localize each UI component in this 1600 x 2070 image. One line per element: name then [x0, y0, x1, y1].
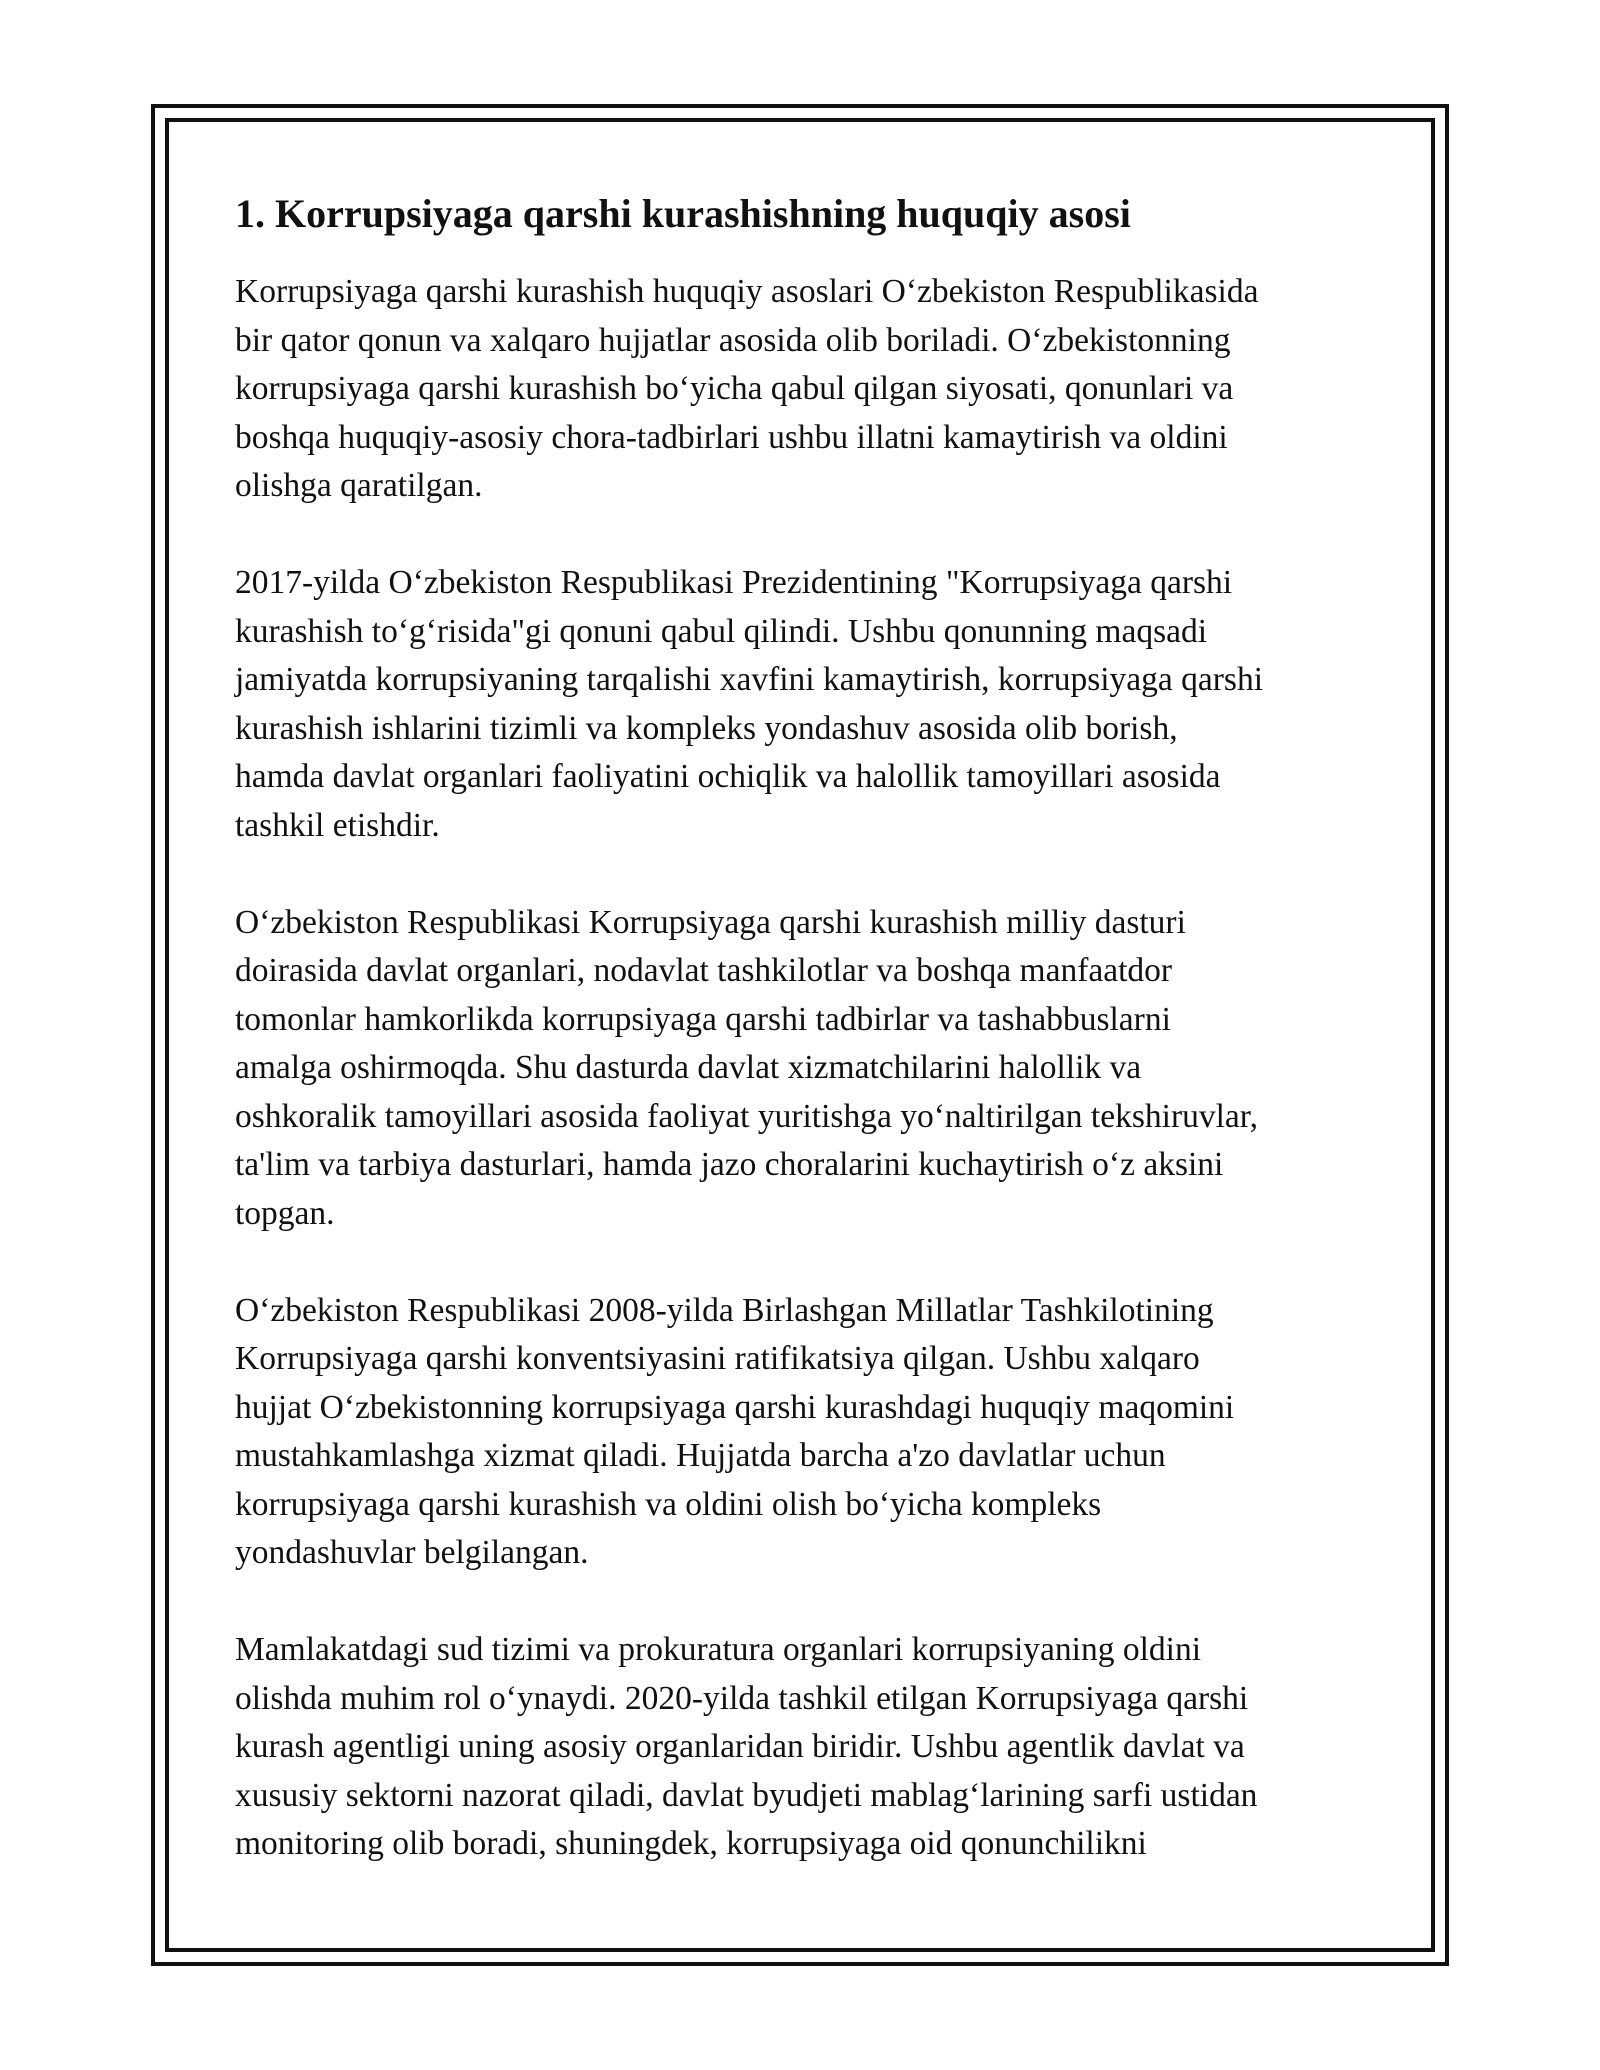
text-line: oshkoralik tamoyillari asosida faoliyat yuritishga yo‘naltirilgan tekshiruvlar, [235, 1097, 1258, 1135]
text-line: olishda muhim rol o‘ynaydi. 2020-yilda tashkil etilgan Korrupsiyaga qarshi [235, 1679, 1249, 1717]
text-line: ta'lim va tarbiya dasturlari, hamda jazo choralarini kuchaytirish o‘z aksini [235, 1146, 1224, 1183]
text-line: korrupsiyaga qarshi kurashish bo‘yicha qabul qilgan siyosati, qonunlari va [235, 370, 1234, 407]
text-line: 2017-yilda O‘zbekiston Respublikasi Prezidentining "Korrupsiyaga qarshi [235, 564, 1233, 601]
text-line: tashkil etishdir. [235, 806, 440, 844]
text-line: monitoring olib boradi, shuningdek, korrupsiyaga oid qonunchilikni [235, 1825, 1147, 1862]
document-body [235, 188, 1375, 1917]
paragraph-3 [235, 899, 1375, 1239]
text-line: O‘zbekiston Respublikasi Korrupsiyaga qarshi kurashish milliy dasturi [235, 903, 1186, 941]
paragraph-1 [235, 268, 1375, 511]
text-line: hamda davlat organlari faoliyatini ochiqlik va halollik tamoyillari asosida [235, 758, 1221, 795]
text-line: O‘zbekiston Respublikasi 2008-yilda Birlashgan Millatlar Tashkilotining [235, 1291, 1214, 1329]
paragraph-5 [235, 1626, 1375, 1869]
text-line: yondashuvlar belgilangan. [235, 1534, 589, 1571]
text-line: Korrupsiyaga qarshi konventsiyasini ratifikatsiya qilgan. Ushbu xalqaro [235, 1340, 1200, 1377]
text-line: olishga qaratilgan. [235, 467, 483, 504]
text-line: kurashish ishlarini tizimli va kompleks yondashuv asosida olib borish, [235, 709, 1178, 747]
text-line: Korrupsiyaga qarshi kurashish huquqiy asoslari O‘zbekiston Respublikasida [235, 273, 1259, 310]
text-line: Mamlakatdagi sud tizimi va prokuratura organlari korrupsiyaning oldini [235, 1631, 1202, 1668]
text-line: jamiyatda korrupsiyaning tarqalishi xavfini kamaytirish, korrupsiyaga qarshi [235, 661, 1264, 698]
text-line: kurash agentligi uning asosiy organlaridan biridir. Ushbu agentlik davlat va [235, 1728, 1245, 1765]
text-line: tomonlar hamkorlikda korrupsiyaga qarshi tadbirlar va tashabbuslarni [235, 1000, 1171, 1038]
text-line: hujjat O‘zbekistonning korrupsiyaga qarshi kurashdagi huquqiy maqomini [235, 1388, 1235, 1426]
paragraph-2 [235, 559, 1375, 850]
text-line: kurashish to‘g‘risida"gi qonuni qabul qilindi. Ushbu qonunning maqsadi [235, 612, 1208, 650]
text-line: bir qator qonun va xalqaro hujjatlar asosida olib boriladi. O‘zbekistonning [235, 321, 1231, 359]
text-line: amalga oshirmoqda. Shu dasturda davlat xizmatchilarini halollik va [235, 1049, 1142, 1086]
paragraph-4 [235, 1287, 1375, 1578]
text-line: doirasida davlat organlari, nodavlat tashkilotlar va boshqa manfaatdor [235, 952, 1173, 989]
section-title: 1. Korrupsiyaga qarshi kurashishning huquqiy asosi [235, 191, 1131, 236]
text-line: korrupsiyaga qarshi kurashish va oldini olish bo‘yicha kompleks [235, 1485, 1102, 1523]
text-line: boshqa huquqiy-asosiy chora-tadbirlari ushbu illatni kamaytirish va oldini [235, 418, 1228, 456]
text-line: mustahkamlashga xizmat qiladi. Hujjatda barcha a'zo davlatlar uchun [235, 1437, 1166, 1474]
text-line: topgan. [235, 1194, 335, 1232]
text-line: xususiy sektorni nazorat qiladi, davlat byudjeti mablag‘larining sarfi ustidan [235, 1776, 1258, 1814]
